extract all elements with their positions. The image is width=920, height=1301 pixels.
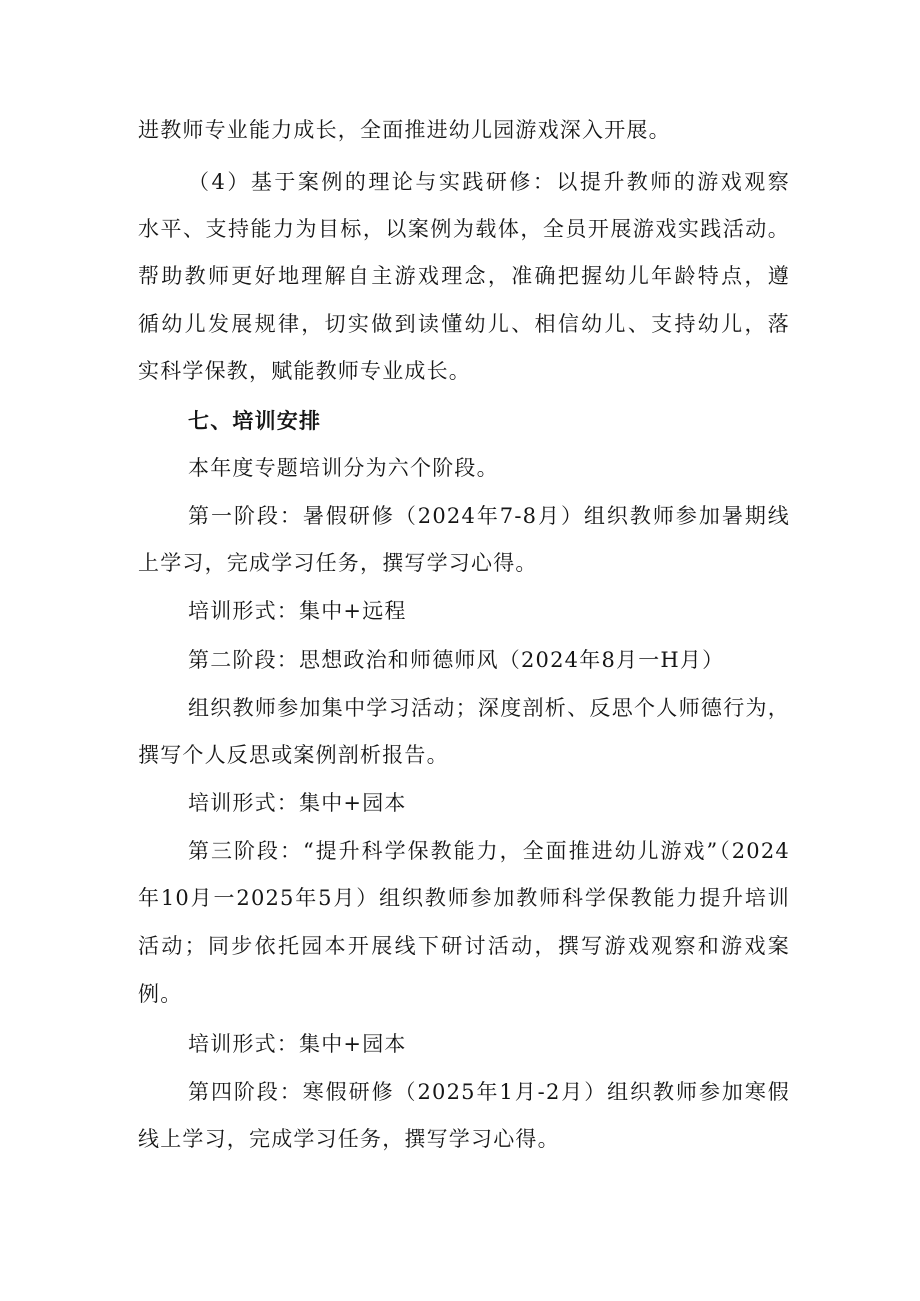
paragraph-line: 组织教师参加集中学习活动；深度剖析、反思个人师德行为， [188, 696, 790, 720]
paragraph-line: 第四阶段：寒假研修（2025年1月-2月）组织教师参加寒假 [188, 1080, 790, 1104]
paragraph-line: （4）基于案例的理论与实践研修：以提升教师的游戏观察 [188, 170, 790, 194]
paragraph-line: 实科学保教，赋能教师专业成长。 [138, 359, 471, 383]
paragraph-line: 水平、支持能力为目标，以案例为载体，全员开展游戏实践活动。 [138, 217, 790, 241]
training-format: 培训形式：集中+园本 [188, 791, 407, 815]
paragraph-line: 例。 [138, 982, 183, 1006]
paragraph-line: 第二阶段：思想政治和师德师风（2024年8月一H月） [188, 648, 725, 672]
paragraph-line: 第一阶段：暑假研修（2024年7-8月）组织教师参加暑期线 [188, 504, 790, 528]
section-heading: 七、培训安排 [188, 409, 322, 433]
paragraph-line: 上学习，完成学习任务，撰写学习心得。 [138, 551, 538, 575]
paragraph-line: 进教师专业能力成长，全面推进幼儿园游戏深入开展。 [138, 118, 671, 142]
paragraph-line: 年10月一2025年5月）组织教师参加教师科学保教能力提升培训 [138, 886, 790, 910]
paragraph-line: 本年度专题培训分为六个阶段。 [188, 456, 499, 480]
paragraph-line: 循幼儿发展规律，切实做到读懂幼儿、相信幼儿、支持幼儿，落 [138, 312, 790, 336]
paragraph-line: 线上学习，完成学习任务，撰写学习心得。 [138, 1127, 560, 1151]
paragraph-line: 活动；同步依托园本开展线下研讨活动，撰写游戏观察和游戏案 [138, 934, 790, 958]
paragraph-line: 帮助教师更好地理解自主游戏理念，准确把握幼儿年龄特点，遵 [138, 264, 790, 288]
paragraph-line: 第三阶段：“提升科学保教能力，全面推进幼儿游戏”（2024 [188, 839, 790, 863]
paragraph-line: 撰写个人反思或案例剖析报告。 [138, 743, 449, 767]
training-format: 培训形式：集中+远程 [188, 599, 407, 623]
training-format: 培训形式：集中+园本 [188, 1032, 407, 1056]
